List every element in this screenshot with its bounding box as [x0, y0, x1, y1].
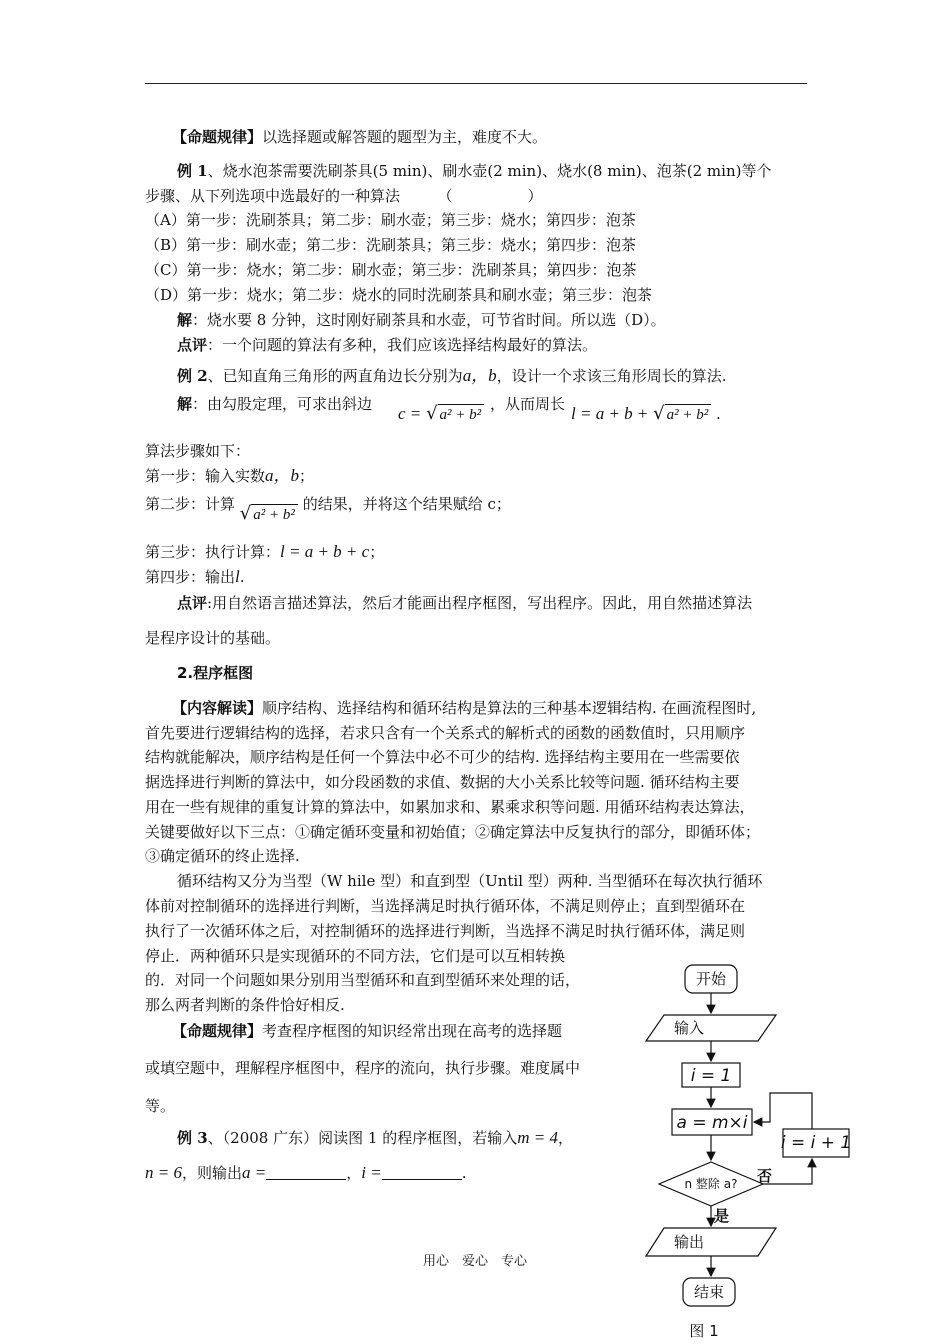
flowchart	[630, 955, 860, 1340]
sqrt-symbol: √	[653, 403, 665, 424]
a-output: a =	[242, 1163, 267, 1182]
rule2-label: 【命题规律】	[172, 1022, 263, 1040]
n-value: n = 6	[145, 1163, 182, 1182]
solution-label: 解	[177, 311, 193, 329]
step2-text: 第二步：计算	[145, 495, 236, 513]
input-label: 输入	[674, 1019, 705, 1037]
example1-solution	[177, 310, 666, 330]
solution-text: ：烧水要 8 分钟，这时刚好刷茶具和水壶，可节省时间。所以选（D）。	[192, 311, 666, 329]
step4-var: l	[235, 567, 240, 586]
output-label: 输出	[674, 1233, 705, 1251]
example3-label: 例 3	[177, 1129, 208, 1147]
loop-line2: 体前对控制循环的选择进行判断，当选择满足时执行循环体，不满足则停止；直到型循环在	[145, 897, 746, 915]
l-equals: l = a + b +	[571, 404, 649, 423]
rule-text: 以选择题或解答题的题型为主，难度不大。	[262, 128, 548, 146]
option-c: （C）第一步：烧水；第二步：刷水壶；第三步：洗刷茶具；第四步：泡茶	[145, 261, 637, 279]
decision-label: n 整除 a?	[684, 1177, 738, 1191]
rule2-line3: 等。	[145, 1097, 176, 1115]
example1-line2: 步骤、从下列选项中选最好的一种算法 （ ）	[145, 187, 543, 205]
loop-line4: 停止．两种循环只是实现循环的不同方法，它们是可以互相转换	[145, 947, 566, 965]
example2-comment	[177, 593, 752, 613]
content-label: 【内容解读】	[172, 699, 263, 717]
example3-text2: ，则输出	[181, 1164, 242, 1182]
figure-caption: 图 1	[689, 1322, 719, 1340]
page-footer: 用心 爱心 专心	[422, 1254, 527, 1269]
example1-label: 例 1	[177, 162, 208, 180]
example2-solution	[177, 394, 372, 414]
step4	[145, 567, 245, 587]
example1-text: 、烧水泡茶需要洗刷茶具(5 min)、刷水壶(2 min)、烧水(8 min)、泡茶(2 min)等个	[207, 162, 772, 180]
step3-end: ；	[369, 543, 385, 561]
perimeter-formula	[571, 404, 721, 425]
section-title: 2.程序框图	[177, 664, 254, 682]
example3-end: .	[461, 1164, 467, 1182]
content-line1	[172, 698, 756, 718]
solution2-text: ：由勾股定理，可求出斜边	[192, 395, 373, 413]
step3-text: 第三步：执行计算：	[145, 543, 281, 561]
step1-text: 第一步：输入实数	[145, 467, 266, 485]
example3-sep: ，	[346, 1164, 362, 1182]
content-text1: 顺序结构、选择结构和循环结构是算法的三种基本逻辑结构. 在画流程图时,	[262, 699, 757, 717]
rule-label: 【命题规律】	[172, 128, 263, 146]
sqrt-symbol: √	[426, 403, 438, 424]
step4-text: 第四步：输出	[145, 568, 236, 586]
example2-comment-line2: 是程序设计的基础。	[145, 629, 281, 647]
option-a: （A）第一步：洗刷茶具；第二步：刷水壶；第三步：烧水；第四步：泡茶	[145, 211, 636, 229]
step1-end: ；	[299, 467, 315, 485]
radicand: a² + b²	[251, 504, 298, 525]
steps-title: 算法步骤如下：	[145, 442, 251, 460]
step3-formula: l = a + b + c	[280, 542, 370, 561]
example3-line2	[145, 1163, 466, 1183]
init-label: i = 1	[690, 1066, 732, 1086]
rule2-line1	[172, 1021, 562, 1041]
example3-line1	[177, 1128, 573, 1148]
loop-line1: 循环结构又分为当型（W hile 型）和直到型（Until 型）两种. 当型循环在每次执行循环	[177, 872, 763, 890]
radicand: a² + b²	[438, 404, 485, 425]
step2-formula	[240, 504, 298, 525]
loop-back-arrow	[754, 1093, 812, 1129]
step4-end: .	[239, 568, 245, 586]
step1-vars: a，b	[265, 466, 300, 485]
i-blank	[382, 1165, 462, 1180]
step2-end: 的结果，并将这个结果赋给 c；	[302, 495, 511, 513]
rule2-text1: 考查程序框图的知识经常出现在高考的选择题	[262, 1022, 563, 1040]
increment-label: i = i + 1	[780, 1133, 852, 1153]
comment2-label: 点评	[177, 594, 208, 612]
example1-comment	[177, 335, 597, 355]
sqrt-symbol: √	[239, 503, 252, 524]
content-line7: ③确定循环的终止选择.	[145, 847, 300, 865]
example2-vars: a，b	[462, 366, 497, 385]
content-line3: 结构就能解决，顺序结构是任何一个算法中必不可少的结构. 选择结构主要用在一些需要依	[145, 748, 740, 766]
solution2-label: 解	[177, 395, 193, 413]
content-line6: 关键要做好以下三点：①确定循环变量和初始值；②确定算法中反复执行的部分，即循环体；	[145, 823, 761, 841]
start-label: 开始	[695, 970, 727, 988]
example3-text: 、（2008 广东）阅读图 1 的程序框图，若输入	[207, 1129, 518, 1147]
option-d: （D）第一步：烧水；第二步：烧水的同时洗刷茶具和刷水壶；第三步：泡茶	[145, 286, 653, 304]
perimeter-text: ，从而周长	[490, 395, 566, 413]
rule-paragraph	[172, 127, 547, 147]
assign-label: a = m×i	[676, 1113, 748, 1133]
example3-comma: ，	[557, 1129, 573, 1147]
content-line5: 用在一些有规律的重复计算的算法中，如累加求和、累乘求积等问题. 用循环结构表达算法，	[145, 798, 755, 816]
yes-label: 是	[714, 1207, 730, 1225]
header-rule	[145, 83, 807, 84]
no-label: 否	[757, 1167, 773, 1185]
input-parallelogram	[646, 1015, 776, 1041]
period: .	[711, 405, 721, 423]
content-line2: 首先要进行逻辑结构的选择，若求只含有一个关系式的解析式的函数的函数值时，只用顺序	[145, 724, 746, 742]
example1-line1	[177, 161, 771, 181]
comment-text: ：一个问题的算法有多种，我们应该选择结构最好的算法。	[207, 336, 598, 354]
comment-label: 点评	[177, 336, 208, 354]
c-equals: c =	[398, 404, 422, 423]
example2-line	[177, 366, 726, 386]
content-line4: 据选择进行判断的算法中，如分段函数的求值、数据的大小关系比较等问题. 循环结构主要	[145, 773, 740, 791]
option-b: （B）第一步：刷水壶；第二步：洗刷茶具；第三步：烧水；第四步：泡茶	[145, 236, 637, 254]
rule2-line2: 或填空题中，理解程序框图中，程序的流向，执行步骤。难度属中	[145, 1059, 581, 1077]
loop-line5: 的．对同一个问题如果分别用当型循环和直到型循环来处理的话，	[145, 971, 581, 989]
step2	[145, 494, 511, 524]
example2-text: 、已知直角三角形的两直角边长分别为	[207, 367, 463, 385]
example2-text2: ，设计一个求该三角形周长的算法.	[496, 367, 727, 385]
step1	[145, 466, 314, 486]
end-label: 结束	[693, 1283, 725, 1301]
m-value: m = 4	[517, 1128, 558, 1147]
radicand: a² + b²	[665, 404, 712, 425]
step3	[145, 542, 384, 562]
comment2-line1: :用自然语言描述算法，然后才能画出程序框图，写出程序。因此，用自然描述算法	[207, 594, 753, 612]
hypotenuse-formula	[398, 404, 484, 425]
loop-line3: 执行了一次循环体之后，对控制循环的选择进行判断，当选择不满足时执行循环体，满足则	[145, 922, 746, 940]
a-blank	[266, 1165, 346, 1180]
example2-label: 例 2	[177, 367, 208, 385]
i-output: i =	[361, 1163, 382, 1182]
loop-line6: 那么两者判断的条件恰好相反.	[145, 996, 345, 1014]
